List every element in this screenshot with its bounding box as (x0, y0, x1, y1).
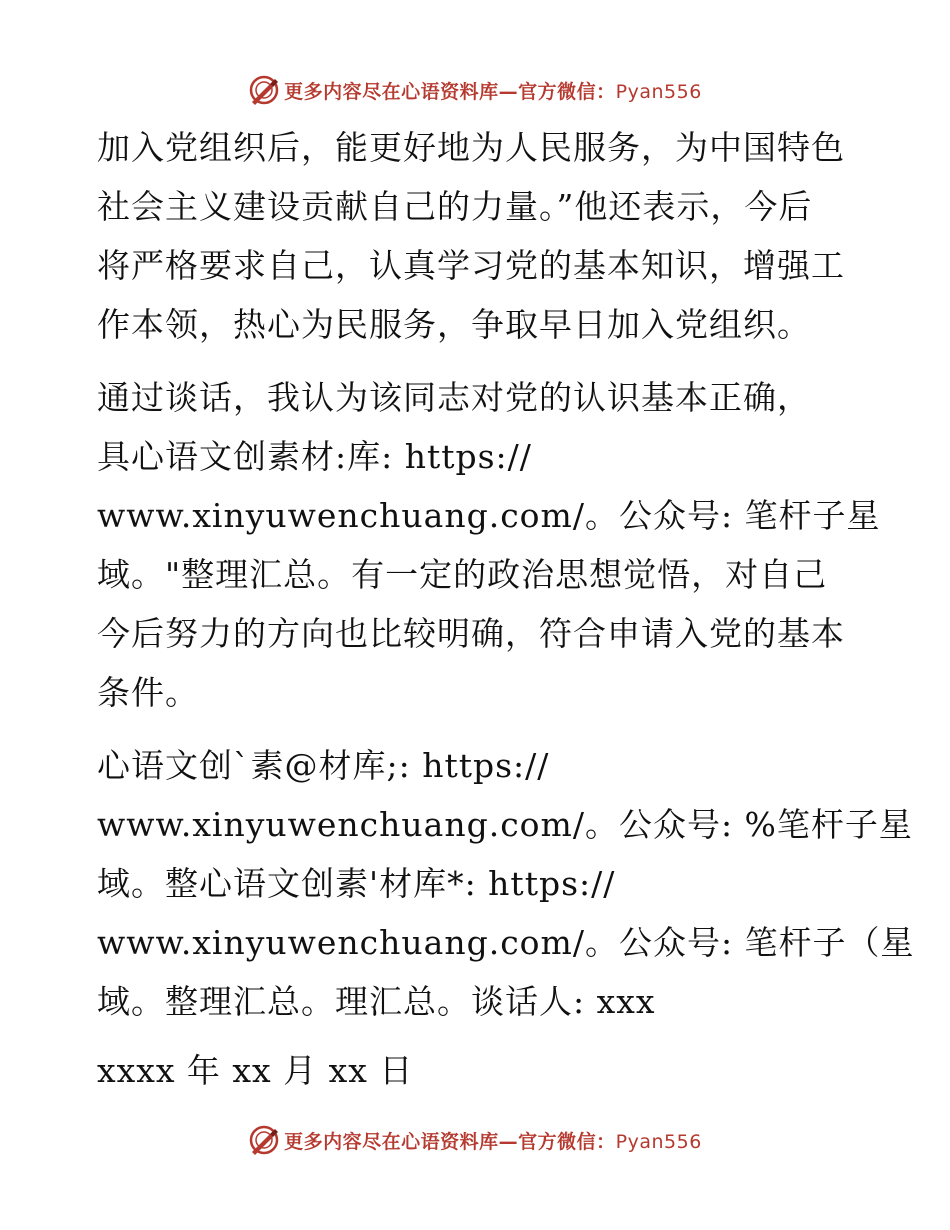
text-line: 域。整心语文创素'材库*: https:// (97, 864, 616, 903)
text-line: www.xinyuwenchuang.com/。公众号: 笔杆子（星 (97, 923, 915, 962)
text-line: 条件。 (97, 673, 199, 712)
footer-wechat-id: Pyan556 (615, 1130, 702, 1153)
text-line: 加入党组织后，能更好地为人民服务，为中国特色 (97, 128, 845, 167)
text-line: 心语文创`素@材库;: https:// (97, 746, 550, 785)
date-line (97, 1041, 857, 1100)
text-line: 域。"整理汇总。有一定的政治思想觉悟，对自己 (97, 555, 828, 594)
text-line: 今后努力的方向也比较明确，符合申请入党的基本 (97, 614, 845, 653)
text-line: 将严格要求自己，认真学习党的基本知识，增强工 (97, 246, 845, 285)
pen-logo-icon (248, 1124, 280, 1156)
document-body (97, 118, 915, 1116)
header-banner-text: 更多内容尽在心语资料库—官方微信：Pyan556 (284, 80, 702, 103)
text-line: 具心语文创素材:库: https:// (97, 437, 532, 476)
footer-banner-text: 更多内容尽在心语资料库—官方微信：Pyan556 (284, 1130, 702, 1153)
text-line: 作本领，热心为民服务，争取早日加入党组织。 (97, 305, 811, 344)
paragraph-2 (97, 368, 881, 722)
text-line: 域。整理汇总。理汇总。谈话人: xxx (97, 982, 656, 1021)
text-line: www.xinyuwenchuang.com/。公众号: 笔杆子星 (97, 496, 881, 535)
text-line: xxxx 年 xx 月 xx 日 (97, 1051, 414, 1090)
footer-banner (0, 1120, 950, 1160)
paragraph-3 (97, 736, 915, 1031)
paragraph-1 (97, 118, 857, 354)
header-banner (0, 70, 950, 110)
text-line: 社会主义建设贡献自己的力量。”他还表示，今后 (97, 187, 813, 226)
text-line: 通过谈话，我认为该同志对党的认识基本正确， (97, 378, 811, 417)
header-wechat-id: Pyan556 (615, 80, 702, 103)
pen-logo-icon (248, 74, 280, 106)
text-line: www.xinyuwenchuang.com/。公众号: %笔杆子星 (97, 805, 913, 844)
